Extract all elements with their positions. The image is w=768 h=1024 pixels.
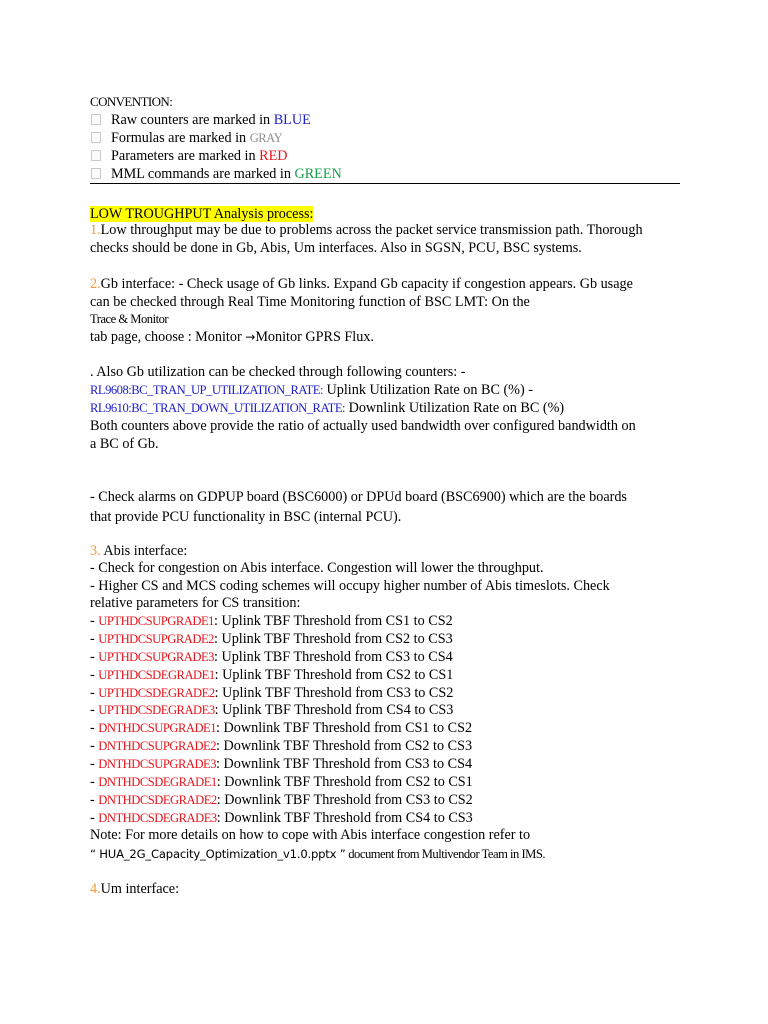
color-word-blue: BLUE bbox=[273, 112, 311, 128]
color-word-green: GREEN bbox=[294, 166, 342, 182]
step2-line1: 2.Gb interface: - Check usage of Gb links. Expand Gb capacity if congestion appears. Gb usage bbox=[90, 276, 633, 292]
checkbox-bullet-icon bbox=[91, 132, 101, 143]
parameter-line: - UPTHDCSUPGRADE3: Uplink TBF Threshold from CS3 to CS4 bbox=[90, 649, 453, 665]
horizontal-divider bbox=[90, 183, 680, 184]
counter-line: RL9610:BC_TRAN_DOWN_UTILIZATION_RATE: Downlink Utilization Rate on BC (%) bbox=[90, 400, 565, 416]
right-arrow-icon: → bbox=[245, 330, 256, 344]
step-number: 1. bbox=[90, 222, 101, 238]
checkbox-bullet-icon bbox=[91, 150, 101, 161]
checkbox-bullet-icon bbox=[91, 168, 101, 179]
step3-l3: relative parameters for CS transition: bbox=[90, 595, 301, 611]
step3-note1: Note: For more details on how to cope with Abis interface congestion refer to bbox=[90, 827, 531, 843]
step-number: 3. bbox=[90, 543, 101, 559]
parameter-line: - DNTHDCSDEGRADE2: Downlink TBF Threshold from CS3 to CS2 bbox=[90, 792, 473, 808]
step3-l2: - Higher CS and MCS coding schemes will occupy higher number of Abis timeslots. Check bbox=[90, 578, 610, 594]
parameter-line: - DNTHDCSDEGRADE3: Downlink TBF Threshold from CS4 to CS3 bbox=[90, 810, 473, 826]
parameter-line: - UPTHDCSDEGRADE2: Uplink TBF Threshold from CS3 to CS2 bbox=[90, 685, 454, 701]
parameter-line: - DNTHDCSUPGRADE3: Downlink TBF Threshold from CS3 to CS4 bbox=[90, 756, 473, 772]
parameter-name: DNTHDCSDEGRADE3 bbox=[98, 811, 217, 825]
parameter-line: - DNTHDCSUPGRADE2: Downlink TBF Threshold from CS2 to CS3 bbox=[90, 738, 473, 754]
parameter-name: UPTHDCSDEGRADE3 bbox=[98, 703, 215, 717]
raw-counter: RL9610:BC_TRAN_DOWN_UTILIZATION_RATE: bbox=[90, 401, 346, 415]
step-number: 2. bbox=[90, 276, 101, 292]
step3-title: 3. Abis interface: bbox=[90, 543, 188, 559]
step2-line5: . Also Gb utilization can be checked through following counters: - bbox=[90, 364, 466, 380]
step2-both1: Both counters above provide the ratio of actually used bandwidth over configured bandwidth on bbox=[90, 418, 636, 434]
checkbox-bullet-icon bbox=[91, 114, 101, 125]
parameter-name: UPTHDCSDEGRADE1 bbox=[98, 668, 215, 682]
parameter-line: - DNTHDCSDEGRADE1: Downlink TBF Threshold from CS2 to CS1 bbox=[90, 774, 473, 790]
parameter-name: UPTHDCSUPGRADE1 bbox=[98, 614, 214, 628]
step2-alarm2: that provide PCU functionality in BSC (internal PCU). bbox=[90, 509, 402, 525]
parameter-line: - UPTHDCSUPGRADE1: Uplink TBF Threshold from CS1 to CS2 bbox=[90, 613, 453, 629]
counter-line: RL9608:BC_TRAN_UP_UTILIZATION_RATE: Uplink Utilization Rate on BC (%) - bbox=[90, 382, 533, 398]
step2-trace-monitor: Trace & Monitor bbox=[90, 312, 169, 326]
parameter-line: - UPTHDCSUPGRADE2: Uplink TBF Threshold from CS2 to CS3 bbox=[90, 631, 453, 647]
step3-l1: - Check for congestion on Abis interface. Congestion will lower the throughput. bbox=[90, 560, 544, 576]
parameter-name: UPTHDCSDEGRADE2 bbox=[98, 686, 215, 700]
parameter-name: DNTHDCSDEGRADE1 bbox=[98, 775, 217, 789]
convention-heading: CONVENTION: bbox=[90, 94, 173, 109]
convention-item: Raw counters are marked in BLUE bbox=[90, 111, 311, 129]
parameter-line: - UPTHDCSDEGRADE3: Uplink TBF Threshold from CS4 to CS3 bbox=[90, 702, 454, 718]
step3-note2: “ HUA_2G_Capacity_Optimization_v1.0.pptx ” document from Multivendor Team in IMS. bbox=[90, 847, 546, 861]
step2-line2: can be checked through Real Time Monitoring function of BSC LMT: On the bbox=[90, 294, 530, 310]
color-word-gray: GRAY bbox=[249, 131, 283, 145]
convention-item: Parameters are marked in RED bbox=[90, 147, 288, 165]
step2-line4: tab page, choose : Monitor →Monitor GPRS Flux. bbox=[90, 329, 374, 345]
parameter-name: UPTHDCSUPGRADE3 bbox=[98, 650, 214, 664]
step2-alarm1: - Check alarms on GDPUP board (BSC6000) or DPUd board (BSC6900) which are the boards bbox=[90, 489, 627, 505]
parameter-line: - DNTHDCSUPGRADE1: Downlink TBF Threshold from CS1 to CS2 bbox=[90, 720, 473, 736]
parameter-name: UPTHDCSUPGRADE2 bbox=[98, 632, 214, 646]
step2-both2: a BC of Gb. bbox=[90, 436, 159, 452]
parameter-name: DNTHDCSUPGRADE2 bbox=[98, 739, 217, 753]
step1-line1: 1.Low throughput may be due to problems across the packet service transmission path. Thorough bbox=[90, 222, 643, 238]
parameter-name: DNTHDCSUPGRADE1 bbox=[98, 721, 217, 735]
step4-title: 4.Um interface: bbox=[90, 881, 180, 897]
parameter-name: DNTHDCSUPGRADE3 bbox=[98, 757, 217, 771]
parameter-name: DNTHDCSDEGRADE2 bbox=[98, 793, 217, 807]
raw-counter: RL9608:BC_TRAN_UP_UTILIZATION_RATE: bbox=[90, 383, 323, 397]
color-word-red: RED bbox=[259, 148, 288, 164]
convention-item: Formulas are marked in GRAY bbox=[90, 129, 282, 147]
convention-item: MML commands are marked in GREEN bbox=[90, 165, 342, 183]
parameter-line: - UPTHDCSDEGRADE1: Uplink TBF Threshold from CS2 to CS1 bbox=[90, 667, 454, 683]
step-number: 4. bbox=[90, 881, 101, 897]
section-title: LOW TROUGHPUT Analysis process: bbox=[90, 206, 314, 222]
document-reference: “ HUA_2G_Capacity_Optimization_v1.0.pptx ” bbox=[90, 847, 346, 861]
step1-line2: checks should be done in Gb, Abis, Um interfaces. Also in SGSN, PCU, BSC systems. bbox=[90, 240, 582, 256]
